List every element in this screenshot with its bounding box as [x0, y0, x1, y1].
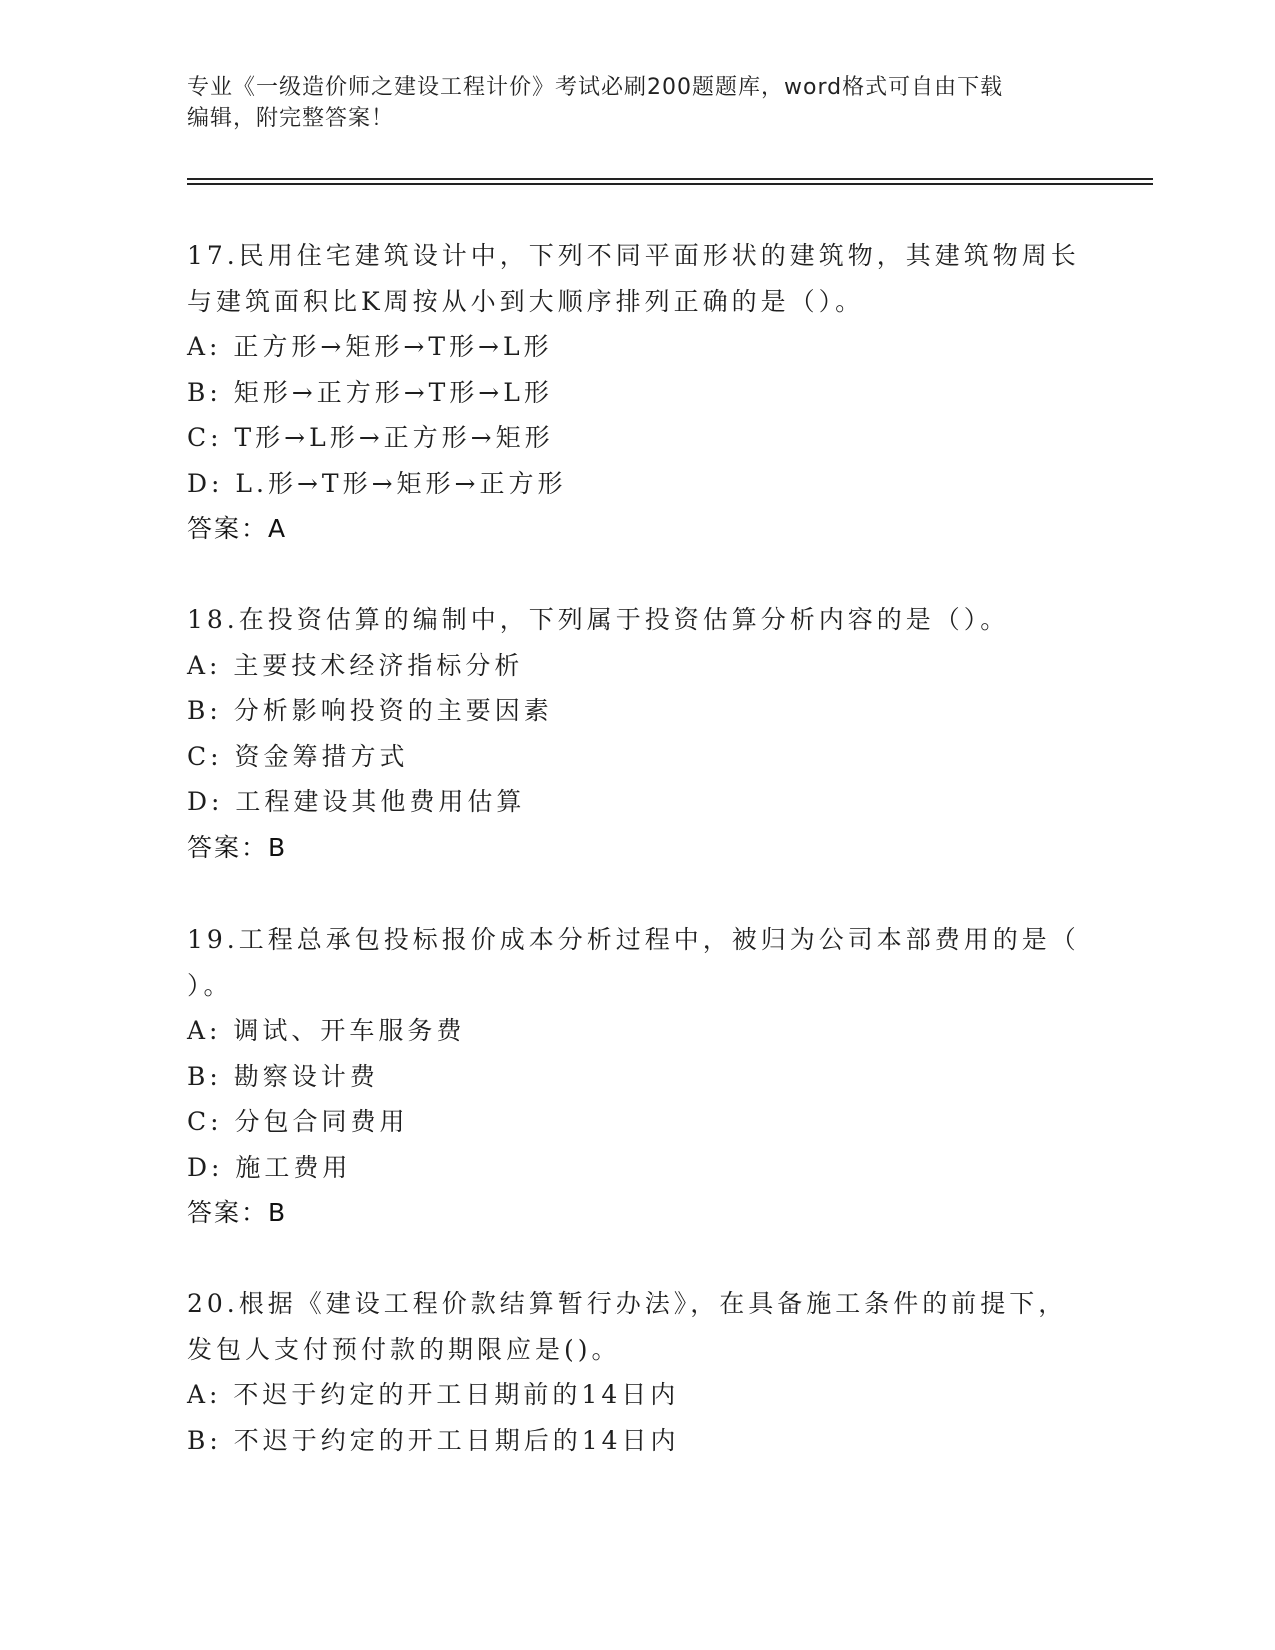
- option-a: A: 主要技术经济指标分析: [187, 650, 524, 680]
- option-b: B: 不迟于约定的开工日期后的14日内: [187, 1425, 680, 1455]
- option-a: A: 不迟于约定的开工日期前的14日内: [187, 1380, 680, 1409]
- question-stem-line: 发包人支付预付款的期限应是()。: [187, 1334, 621, 1364]
- option-d: D: 工程建设其他费用估算: [187, 787, 526, 816]
- question-stem-line: 18.在投资估算的编制中，下列属于投资估算分析内容的是（）。: [187, 605, 1010, 634]
- header-line-1: 专业《一级造价师之建设工程计价》考试必刷200题题库，word格式可自由下载: [187, 75, 1004, 100]
- question-stem-line: 19.工程总承包投标报价成本分析过程中，被归为公司本部费用的是（: [187, 925, 1080, 954]
- option-b: B: 勘察设计费: [187, 1061, 379, 1091]
- option-a: A: 正方形→矩形→T形→L形: [187, 332, 553, 361]
- answer: 答案：B: [187, 832, 288, 862]
- header-line-2: 编辑，附完整答案！: [187, 106, 395, 131]
- question-19: [187, 917, 1080, 1236]
- question-stem-line: 与建筑面积比K周按从小到大顺序排列正确的是（）。: [187, 286, 865, 316]
- option-c: C: 分包合同费用: [187, 1107, 409, 1136]
- option-d: D: 施工费用: [187, 1152, 352, 1182]
- question-stem-line: 17.民用住宅建筑设计中，下列不同平面形状的建筑物，其建筑物周长: [187, 241, 1080, 270]
- option-b: B: 矩形→正方形→T形→L形: [187, 377, 553, 407]
- header-divider-bottom: [187, 183, 1153, 185]
- option-d: D: L.形→T形→矩形→正方形: [187, 468, 567, 498]
- question-stem-line: ）。: [187, 970, 233, 1000]
- question-17: [187, 233, 1080, 552]
- answer: 答案：B: [187, 1198, 288, 1227]
- option-c: C: T形→L形→正方形→矩形: [187, 423, 554, 452]
- header-divider-top: [187, 178, 1153, 180]
- document-header: [187, 72, 1067, 134]
- option-c: C: 资金筹措方式: [187, 741, 409, 771]
- question-18: [187, 597, 1067, 870]
- question-stem-line: 20.根据《建设工程价款结算暂行办法》，在具备施工条件的前提下，: [187, 1289, 1068, 1318]
- answer: 答案：A: [187, 514, 288, 543]
- option-b: B: 分析影响投资的主要因素: [187, 696, 553, 725]
- option-a: A: 调试、开车服务费: [187, 1016, 466, 1045]
- question-20: [187, 1281, 1067, 1463]
